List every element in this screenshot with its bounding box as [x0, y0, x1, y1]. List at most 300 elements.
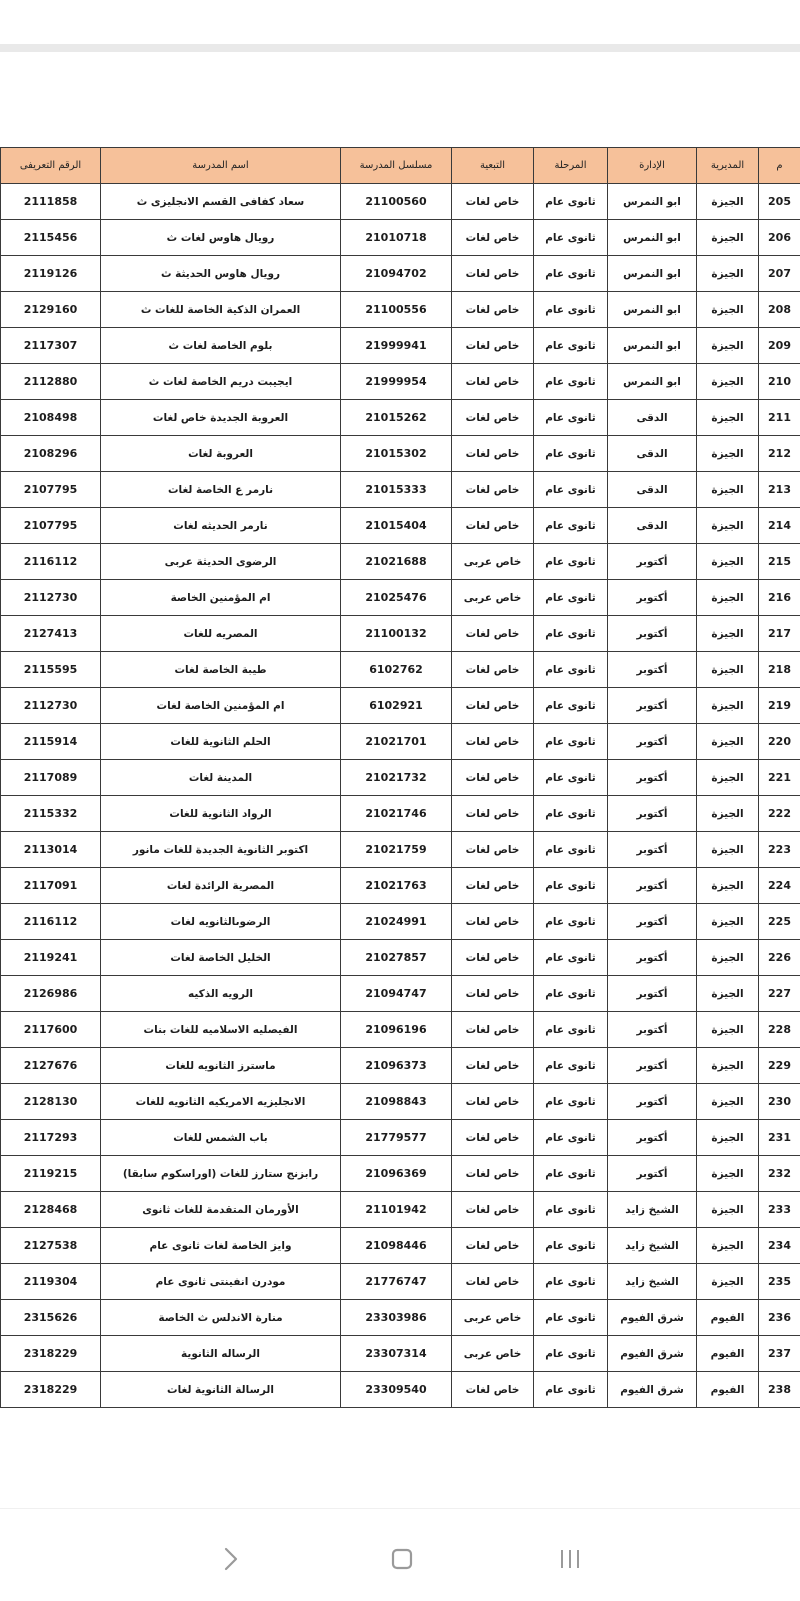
cell-serial: 21779577 — [341, 1120, 452, 1156]
back-button[interactable] — [212, 1539, 252, 1579]
three-lines-icon — [550, 1539, 590, 1579]
cell-directorate: الجيزة — [697, 400, 759, 436]
cell-serial: 21024991 — [341, 904, 452, 940]
cell-directorate: الجيزة — [697, 544, 759, 580]
cell-stage: ثانوى عام — [534, 1336, 608, 1372]
cell-school-name: الرويه الذكيه — [101, 976, 341, 1012]
cell-affiliation: خاص لغات — [452, 184, 534, 220]
cell-affiliation: خاص لغات — [452, 436, 534, 472]
cell-affiliation: خاص لغات — [452, 616, 534, 652]
cell-administration: ابو النمرس — [608, 292, 697, 328]
cell-stage: ثانوى عام — [534, 328, 608, 364]
cell-school-name: طيبة الخاصة لغات — [101, 652, 341, 688]
cell-administration: ابو النمرس — [608, 328, 697, 364]
table-row — [1, 508, 800, 544]
cell-administration: ابو النمرس — [608, 220, 697, 256]
cell-num: 209 — [759, 328, 800, 364]
cell-serial: 21999954 — [341, 364, 452, 400]
cell-serial: 21021763 — [341, 868, 452, 904]
cell-num: 215 — [759, 544, 800, 580]
cell-affiliation: خاص لغات — [452, 1048, 534, 1084]
cell-directorate: الفيوم — [697, 1372, 759, 1408]
cell-num: 217 — [759, 616, 800, 652]
cell-school-name: رويال هاوس لغات ث — [101, 220, 341, 256]
cell-administration: أكتوبر — [608, 1084, 697, 1120]
cell-num: 230 — [759, 1084, 800, 1120]
cell-id-number: 2318229 — [1, 1336, 101, 1372]
cell-affiliation: خاص لغات — [452, 796, 534, 832]
document-table-container — [0, 147, 800, 1408]
cell-affiliation: خاص لغات — [452, 652, 534, 688]
header-id-number: الرقم التعريفى — [1, 148, 101, 184]
table-row — [1, 760, 800, 796]
status-bar-area — [0, 0, 800, 44]
cell-directorate: الجيزة — [697, 256, 759, 292]
cell-num: 205 — [759, 184, 800, 220]
cell-directorate: الجيزة — [697, 1156, 759, 1192]
cell-serial: 21098446 — [341, 1228, 452, 1264]
table-row — [1, 1084, 800, 1120]
cell-school-name: اكتوبر الثانوية الجديدة للغات مانور — [101, 832, 341, 868]
cell-serial: 23303986 — [341, 1300, 452, 1336]
cell-administration: الدقى — [608, 436, 697, 472]
cell-directorate: الجيزة — [697, 292, 759, 328]
cell-serial: 21094702 — [341, 256, 452, 292]
cell-stage: ثانوى عام — [534, 688, 608, 724]
cell-directorate: الجيزة — [697, 616, 759, 652]
cell-administration: شرق الفيوم — [608, 1336, 697, 1372]
cell-stage: ثانوى عام — [534, 1012, 608, 1048]
table-row — [1, 832, 800, 868]
header-num: م — [759, 148, 800, 184]
cell-id-number: 2117293 — [1, 1120, 101, 1156]
table-row — [1, 688, 800, 724]
cell-affiliation: خاص عربى — [452, 580, 534, 616]
cell-stage: ثانوى عام — [534, 1084, 608, 1120]
cell-num: 208 — [759, 292, 800, 328]
cell-directorate: الجيزة — [697, 1012, 759, 1048]
cell-administration: ابو النمرس — [608, 256, 697, 292]
cell-num: 214 — [759, 508, 800, 544]
recents-button[interactable] — [550, 1539, 590, 1579]
cell-administration: أكتوبر — [608, 544, 697, 580]
cell-administration: الشيخ زايد — [608, 1192, 697, 1228]
cell-num: 226 — [759, 940, 800, 976]
cell-school-name: بلوم الخاصة لغات ث — [101, 328, 341, 364]
cell-affiliation: خاص لغات — [452, 760, 534, 796]
cell-directorate: الجيزة — [697, 184, 759, 220]
cell-school-name: مودرن انفينتى ثانوى عام — [101, 1264, 341, 1300]
cell-serial: 21094747 — [341, 976, 452, 1012]
cell-serial: 21010718 — [341, 220, 452, 256]
cell-serial: 21776747 — [341, 1264, 452, 1300]
cell-administration: الشيخ زايد — [608, 1264, 697, 1300]
header-school-serial: مسلسل المدرسة — [341, 148, 452, 184]
cell-directorate: الفيوم — [697, 1300, 759, 1336]
header-directorate: المديرية — [697, 148, 759, 184]
cell-directorate: الجيزة — [697, 724, 759, 760]
cell-affiliation: خاص لغات — [452, 1372, 534, 1408]
table-row — [1, 1300, 800, 1336]
cell-serial: 21021732 — [341, 760, 452, 796]
cell-administration: أكتوبر — [608, 796, 697, 832]
cell-num: 228 — [759, 1012, 800, 1048]
cell-school-name: الرسالة الثانوية لغات — [101, 1372, 341, 1408]
cell-directorate: الفيوم — [697, 1336, 759, 1372]
cell-school-name: العروبة الجديدة خاص لغات — [101, 400, 341, 436]
cell-id-number: 2115456 — [1, 220, 101, 256]
cell-stage: ثانوى عام — [534, 1372, 608, 1408]
cell-id-number: 2111858 — [1, 184, 101, 220]
table-row — [1, 796, 800, 832]
cell-id-number: 2116112 — [1, 544, 101, 580]
cell-affiliation: خاص لغات — [452, 328, 534, 364]
cell-directorate: الجيزة — [697, 976, 759, 1012]
cell-id-number: 2108296 — [1, 436, 101, 472]
cell-id-number: 2117307 — [1, 328, 101, 364]
cell-id-number: 2115332 — [1, 796, 101, 832]
cell-affiliation: خاص لغات — [452, 256, 534, 292]
cell-administration: الدقى — [608, 472, 697, 508]
cell-school-name: الحلم الثانوية للغات — [101, 724, 341, 760]
cell-stage: ثانوى عام — [534, 400, 608, 436]
cell-serial: 21021759 — [341, 832, 452, 868]
cell-stage: ثانوى عام — [534, 724, 608, 760]
table-row — [1, 1372, 800, 1408]
cell-id-number: 2119215 — [1, 1156, 101, 1192]
cell-administration: شرق الفيوم — [608, 1300, 697, 1336]
cell-administration: الشيخ زايد — [608, 1228, 697, 1264]
cell-id-number: 2119126 — [1, 256, 101, 292]
cell-serial: 21015404 — [341, 508, 452, 544]
cell-serial: 21999941 — [341, 328, 452, 364]
cell-affiliation: خاص لغات — [452, 508, 534, 544]
cell-affiliation: خاص لغات — [452, 724, 534, 760]
cell-directorate: الجيزة — [697, 868, 759, 904]
cell-num: 233 — [759, 1192, 800, 1228]
cell-affiliation: خاص لغات — [452, 832, 534, 868]
cell-num: 234 — [759, 1228, 800, 1264]
cell-serial: 21100556 — [341, 292, 452, 328]
cell-administration: أكتوبر — [608, 1156, 697, 1192]
cell-num: 221 — [759, 760, 800, 796]
cell-id-number: 2127538 — [1, 1228, 101, 1264]
cell-id-number: 2107795 — [1, 508, 101, 544]
cell-stage: ثانوى عام — [534, 1264, 608, 1300]
cell-directorate: الجيزة — [697, 1228, 759, 1264]
table-row — [1, 1192, 800, 1228]
cell-id-number: 2112730 — [1, 688, 101, 724]
cell-administration: أكتوبر — [608, 904, 697, 940]
cell-administration: أكتوبر — [608, 616, 697, 652]
cell-administration: أكتوبر — [608, 1120, 697, 1156]
cell-stage: ثانوى عام — [534, 1048, 608, 1084]
cell-stage: ثانوى عام — [534, 796, 608, 832]
cell-id-number: 2108498 — [1, 400, 101, 436]
table-row — [1, 580, 800, 616]
cell-stage: ثانوى عام — [534, 580, 608, 616]
cell-serial: 21015262 — [341, 400, 452, 436]
cell-affiliation: خاص لغات — [452, 940, 534, 976]
cell-serial: 21021701 — [341, 724, 452, 760]
cell-administration: الدقى — [608, 508, 697, 544]
cell-stage: ثانوى عام — [534, 1120, 608, 1156]
cell-stage: ثانوى عام — [534, 760, 608, 796]
cell-directorate: الجيزة — [697, 904, 759, 940]
cell-school-name: رويال هاوس الحديثة ث — [101, 256, 341, 292]
cell-stage: ثانوى عام — [534, 1156, 608, 1192]
cell-serial: 21096373 — [341, 1048, 452, 1084]
table-row — [1, 400, 800, 436]
cell-school-name: نارمر ع الخاصة لغات — [101, 472, 341, 508]
cell-num: 235 — [759, 1264, 800, 1300]
table-row — [1, 652, 800, 688]
cell-serial: 23307314 — [341, 1336, 452, 1372]
cell-stage: ثانوى عام — [534, 508, 608, 544]
cell-administration: أكتوبر — [608, 652, 697, 688]
cell-administration: أكتوبر — [608, 1048, 697, 1084]
cell-affiliation: خاص لغات — [452, 1192, 534, 1228]
table-row — [1, 364, 800, 400]
cell-stage: ثانوى عام — [534, 544, 608, 580]
cell-directorate: الجيزة — [697, 364, 759, 400]
cell-id-number: 2107795 — [1, 472, 101, 508]
cell-administration: أكتوبر — [608, 760, 697, 796]
cell-administration: الدقى — [608, 400, 697, 436]
cell-school-name: الانجليزيه الامريكيه الثانويه للغات — [101, 1084, 341, 1120]
cell-num: 222 — [759, 796, 800, 832]
cell-directorate: الجيزة — [697, 1120, 759, 1156]
cell-num: 210 — [759, 364, 800, 400]
cell-administration: أكتوبر — [608, 832, 697, 868]
cell-stage: ثانوى عام — [534, 472, 608, 508]
cell-stage: ثانوى عام — [534, 904, 608, 940]
cell-school-name: ايجيبت دريم الخاصة لغات ث — [101, 364, 341, 400]
cell-id-number: 2119241 — [1, 940, 101, 976]
cell-stage: ثانوى عام — [534, 436, 608, 472]
cell-serial: 21025476 — [341, 580, 452, 616]
cell-school-name: باب الشمس للغات — [101, 1120, 341, 1156]
cell-affiliation: خاص لغات — [452, 364, 534, 400]
cell-serial: 21096196 — [341, 1012, 452, 1048]
cell-school-name: ماسترز الثانويه للغات — [101, 1048, 341, 1084]
cell-school-name: الرضوى الحديثة عربى — [101, 544, 341, 580]
cell-num: 211 — [759, 400, 800, 436]
cell-stage: ثانوى عام — [534, 616, 608, 652]
cell-directorate: الجيزة — [697, 1264, 759, 1300]
table-row — [1, 292, 800, 328]
cell-directorate: الجيزة — [697, 220, 759, 256]
cell-num: 212 — [759, 436, 800, 472]
home-button[interactable] — [382, 1539, 422, 1579]
cell-affiliation: خاص لغات — [452, 472, 534, 508]
cell-stage: ثانوى عام — [534, 184, 608, 220]
cell-administration: أكتوبر — [608, 868, 697, 904]
cell-id-number: 2315626 — [1, 1300, 101, 1336]
cell-id-number: 2113014 — [1, 832, 101, 868]
table-row — [1, 1264, 800, 1300]
cell-affiliation: خاص لغات — [452, 1120, 534, 1156]
cell-directorate: الجيزة — [697, 1048, 759, 1084]
cell-administration: أكتوبر — [608, 580, 697, 616]
cell-administration: أكتوبر — [608, 1012, 697, 1048]
cell-administration: ابو النمرس — [608, 364, 697, 400]
cell-id-number: 2127676 — [1, 1048, 101, 1084]
cell-school-name: وايز الخاصة لغات ثانوى عام — [101, 1228, 341, 1264]
cell-administration: ابو النمرس — [608, 184, 697, 220]
cell-stage: ثانوى عام — [534, 940, 608, 976]
cell-stage: ثانوى عام — [534, 364, 608, 400]
cell-serial: 21101942 — [341, 1192, 452, 1228]
table-row — [1, 616, 800, 652]
cell-num: 216 — [759, 580, 800, 616]
cell-directorate: الجيزة — [697, 940, 759, 976]
table-row — [1, 328, 800, 364]
cell-affiliation: خاص عربى — [452, 1300, 534, 1336]
cell-id-number: 2117091 — [1, 868, 101, 904]
cell-administration: أكتوبر — [608, 688, 697, 724]
cell-id-number: 2115595 — [1, 652, 101, 688]
cell-num: 219 — [759, 688, 800, 724]
cell-school-name: الأورمان المتقدمة للغات ثانوى — [101, 1192, 341, 1228]
cell-num: 213 — [759, 472, 800, 508]
cell-stage: ثانوى عام — [534, 832, 608, 868]
table-row — [1, 1336, 800, 1372]
cell-serial: 23309540 — [341, 1372, 452, 1408]
cell-num: 236 — [759, 1300, 800, 1336]
android-navigation-bar — [0, 1508, 800, 1601]
table-body — [1, 184, 800, 1408]
cell-stage: ثانوى عام — [534, 256, 608, 292]
table-row — [1, 256, 800, 292]
schools-table — [0, 147, 800, 1408]
cell-num: 225 — [759, 904, 800, 940]
cell-affiliation: خاص لغات — [452, 904, 534, 940]
cell-serial: 21096369 — [341, 1156, 452, 1192]
cell-serial: 21100560 — [341, 184, 452, 220]
cell-school-name: الرضوىالثانويه لغات — [101, 904, 341, 940]
cell-num: 223 — [759, 832, 800, 868]
cell-affiliation: خاص لغات — [452, 292, 534, 328]
cell-id-number: 2128130 — [1, 1084, 101, 1120]
cell-id-number: 2112730 — [1, 580, 101, 616]
cell-school-name: المدينة لغات — [101, 760, 341, 796]
cell-serial: 21021688 — [341, 544, 452, 580]
cell-id-number: 2117600 — [1, 1012, 101, 1048]
cell-directorate: الجيزة — [697, 472, 759, 508]
header-administration: الإدارة — [608, 148, 697, 184]
table-row — [1, 1228, 800, 1264]
top-divider — [0, 44, 800, 52]
cell-id-number: 2126986 — [1, 976, 101, 1012]
cell-stage: ثانوى عام — [534, 652, 608, 688]
cell-directorate: الجيزة — [697, 508, 759, 544]
table-row — [1, 904, 800, 940]
cell-affiliation: خاص لغات — [452, 1156, 534, 1192]
table-header-row — [1, 148, 800, 184]
table-row — [1, 868, 800, 904]
cell-administration: شرق الفيوم — [608, 1372, 697, 1408]
cell-id-number: 2129160 — [1, 292, 101, 328]
cell-serial: 6102762 — [341, 652, 452, 688]
table-row — [1, 1156, 800, 1192]
cell-num: 218 — [759, 652, 800, 688]
cell-school-name: الخليل الخاصة لغات — [101, 940, 341, 976]
cell-school-name: الفيصليه الاسلاميه للغات بنات — [101, 1012, 341, 1048]
cell-affiliation: خاص عربى — [452, 1336, 534, 1372]
cell-directorate: الجيزة — [697, 652, 759, 688]
cell-affiliation: خاص لغات — [452, 1228, 534, 1264]
cell-school-name: المصريه للغات — [101, 616, 341, 652]
cell-directorate: الجيزة — [697, 1084, 759, 1120]
cell-directorate: الجيزة — [697, 832, 759, 868]
table-row — [1, 184, 800, 220]
cell-directorate: الجيزة — [697, 760, 759, 796]
cell-school-name: منارة الاندلس ث الخاصة — [101, 1300, 341, 1336]
cell-affiliation: خاص لغات — [452, 220, 534, 256]
cell-serial: 6102921 — [341, 688, 452, 724]
header-stage: المرحلة — [534, 148, 608, 184]
cell-serial: 21015333 — [341, 472, 452, 508]
table-row — [1, 1120, 800, 1156]
cell-administration: أكتوبر — [608, 724, 697, 760]
cell-serial: 21015302 — [341, 436, 452, 472]
table-row — [1, 940, 800, 976]
cell-school-name: المصرية الرائدة لغات — [101, 868, 341, 904]
cell-num: 238 — [759, 1372, 800, 1408]
table-row — [1, 724, 800, 760]
cell-num: 220 — [759, 724, 800, 760]
cell-administration: أكتوبر — [608, 976, 697, 1012]
cell-affiliation: خاص لغات — [452, 868, 534, 904]
cell-num: 231 — [759, 1120, 800, 1156]
cell-id-number: 2112880 — [1, 364, 101, 400]
cell-administration: أكتوبر — [608, 940, 697, 976]
header-school-name: اسم المدرسة — [101, 148, 341, 184]
cell-school-name: ام المؤمنين الخاصة لغات — [101, 688, 341, 724]
chevron-right-icon — [212, 1539, 252, 1579]
cell-stage: ثانوى عام — [534, 1192, 608, 1228]
cell-num: 237 — [759, 1336, 800, 1372]
cell-id-number: 2318229 — [1, 1372, 101, 1408]
cell-school-name: سعاد كفافى القسم الانجليزى ث — [101, 184, 341, 220]
rounded-square-icon — [382, 1539, 422, 1579]
table-row — [1, 472, 800, 508]
cell-id-number: 2128468 — [1, 1192, 101, 1228]
cell-affiliation: خاص عربى — [452, 544, 534, 580]
cell-affiliation: خاص لغات — [452, 688, 534, 724]
table-row — [1, 220, 800, 256]
table-row — [1, 544, 800, 580]
cell-num: 227 — [759, 976, 800, 1012]
table-row — [1, 1048, 800, 1084]
cell-school-name: العمران الذكية الخاصة للغات ث — [101, 292, 341, 328]
cell-id-number: 2116112 — [1, 904, 101, 940]
cell-school-name: الرساله الثانوية — [101, 1336, 341, 1372]
cell-stage: ثانوى عام — [534, 292, 608, 328]
cell-directorate: الجيزة — [697, 796, 759, 832]
cell-id-number: 2119304 — [1, 1264, 101, 1300]
cell-school-name: نارمر الحديثه لغات — [101, 508, 341, 544]
cell-id-number: 2117089 — [1, 760, 101, 796]
cell-num: 206 — [759, 220, 800, 256]
cell-directorate: الجيزة — [697, 436, 759, 472]
cell-serial: 21098843 — [341, 1084, 452, 1120]
table-row — [1, 1012, 800, 1048]
cell-stage: ثانوى عام — [534, 868, 608, 904]
cell-affiliation: خاص لغات — [452, 976, 534, 1012]
cell-affiliation: خاص لغات — [452, 1012, 534, 1048]
